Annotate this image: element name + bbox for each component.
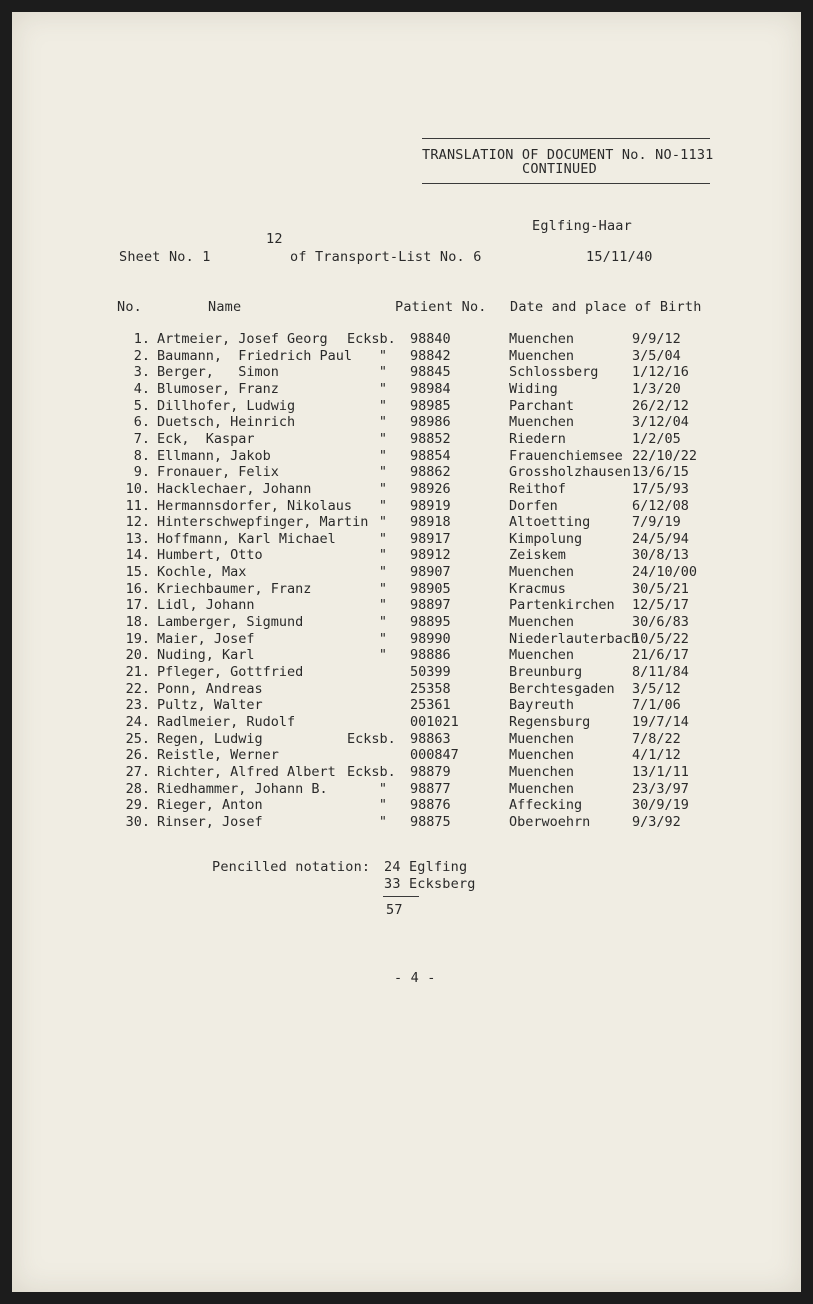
birth-date: 4/1/12 (632, 747, 681, 764)
patient-name: Humbert, Otto (157, 547, 263, 564)
table-row (12, 498, 801, 515)
ditto-mark: " (378, 480, 387, 497)
patient-number: 98863 (410, 730, 451, 747)
ditto-mark: Ecksb. (347, 331, 396, 347)
patient-name: Kriechbaumer, Franz (157, 580, 312, 597)
birth-date: 24/10/00 (632, 564, 698, 581)
row-number: 26. (125, 747, 150, 764)
table-row (12, 448, 801, 465)
table-row (12, 431, 801, 448)
ditto-mark: " (378, 347, 387, 364)
patient-number: 98919 (410, 497, 451, 514)
birth-date: 1/3/20 (632, 380, 681, 397)
ditto-mark: " (378, 547, 387, 564)
patient-name: Baumann, Friedrich Paul (157, 347, 353, 364)
handwritten-number: 12 (266, 231, 283, 247)
sheet-date: 15/11/40 (586, 249, 653, 265)
birth-place: Muenchen (509, 614, 575, 631)
patient-name: Dillhofer, Ludwig (157, 397, 296, 414)
ditto-mark: " (378, 397, 387, 414)
birth-date: 10/5/22 (632, 630, 689, 647)
table-row (12, 414, 801, 431)
table-row (12, 481, 801, 498)
transport-list: of Transport-List No. 6 (290, 249, 482, 265)
notation-line-1: 24 Eglfing (384, 859, 468, 875)
table-row (12, 564, 801, 581)
ditto-mark: " (378, 414, 387, 431)
table-row (12, 764, 801, 781)
patient-number: 98907 (410, 564, 451, 581)
birth-place: Parchant (509, 397, 575, 414)
birth-date: 30/9/19 (632, 797, 689, 814)
table-row (12, 814, 801, 831)
birth-date: 17/5/93 (632, 480, 689, 497)
birth-date: 30/8/13 (632, 547, 689, 564)
row-number: 9. (133, 464, 150, 481)
row-number: 13. (125, 530, 150, 547)
row-number: 1. (133, 331, 150, 347)
birth-date: 30/5/21 (632, 580, 689, 597)
patient-name: Pultz, Walter (157, 697, 263, 714)
patient-name: Regen, Ludwig (157, 730, 263, 747)
birth-place: Muenchen (509, 647, 575, 664)
row-number: 16. (125, 580, 150, 597)
table-row (12, 781, 801, 798)
birth-date: 12/5/17 (632, 597, 689, 614)
ditto-mark: " (378, 564, 387, 581)
patient-name: Pfleger, Gottfried (157, 664, 304, 680)
birth-date: 13/1/11 (632, 763, 689, 780)
patient-number: 98917 (410, 530, 451, 547)
patient-name: Lidl, Johann (157, 597, 255, 614)
patient-name: Hinterschwepfinger, Martin (157, 514, 369, 531)
patient-number: 98984 (410, 380, 451, 397)
birth-date: 13/6/15 (632, 464, 689, 481)
patient-name: Hacklechaer, Johann (157, 480, 312, 497)
ditto-mark: " (378, 614, 387, 631)
patient-name: Reistle, Werner (157, 747, 279, 764)
ditto-mark: " (378, 797, 387, 814)
birth-date: 7/8/22 (632, 730, 681, 747)
table-row (12, 331, 801, 348)
row-number: 6. (133, 414, 150, 431)
ditto-mark: " (378, 497, 387, 514)
patient-name: Ellmann, Jakob (157, 447, 271, 464)
patient-number: 98926 (410, 480, 451, 497)
table-row (12, 364, 801, 381)
birth-place: Niederlauterbach (509, 630, 640, 647)
document-subtitle: CONTINUED (522, 161, 597, 177)
patient-number: 001021 (410, 713, 459, 730)
patient-name: Kochle, Max (157, 564, 247, 581)
ditto-mark: " (378, 813, 387, 830)
table-row (12, 597, 801, 614)
birth-date: 30/6/83 (632, 614, 689, 631)
row-number: 23. (125, 697, 150, 714)
birth-place: Muenchen (509, 347, 575, 364)
ditto-mark: Ecksb. (347, 730, 396, 747)
row-number: 28. (125, 780, 150, 797)
patient-name: Duetsch, Heinrich (157, 414, 296, 431)
patient-number: 50399 (410, 664, 451, 680)
patient-number: 000847 (410, 747, 459, 764)
birth-date: 3/5/04 (632, 347, 681, 364)
patient-name: Rinser, Josef (157, 813, 263, 830)
patient-number: 98886 (410, 647, 451, 664)
birth-date: 24/5/94 (632, 530, 689, 547)
ditto-mark: Ecksb. (347, 763, 396, 780)
ditto-mark: " (378, 447, 387, 464)
birth-date: 26/2/12 (632, 397, 689, 414)
row-number: 12. (125, 514, 150, 531)
patient-number: 98852 (410, 430, 451, 447)
birth-place: Regensburg (509, 713, 591, 730)
table-row (12, 531, 801, 548)
table-row (12, 398, 801, 415)
birth-date: 9/9/12 (632, 331, 681, 347)
patient-number: 98990 (410, 630, 451, 647)
patient-name: Richter, Alfred Albert (157, 763, 336, 780)
patient-number: 98897 (410, 597, 451, 614)
birth-place: Partenkirchen (509, 597, 615, 614)
birth-date: 22/10/22 (632, 447, 698, 464)
patient-name: Radlmeier, Rudolf (157, 713, 296, 730)
patient-number: 98905 (410, 580, 451, 597)
row-number: 22. (125, 680, 150, 697)
birth-place: Kracmus (509, 580, 566, 597)
row-number: 3. (133, 364, 150, 381)
birth-place: Altoetting (509, 514, 591, 531)
table-row (12, 731, 801, 748)
row-number: 5. (133, 397, 150, 414)
document-title: TRANSLATION OF DOCUMENT No. NO-1131 (422, 147, 714, 163)
patient-name: Lamberger, Sigmund (157, 614, 304, 631)
ditto-mark: " (378, 530, 387, 547)
birth-place: Breunburg (509, 664, 583, 680)
birth-place: Muenchen (509, 414, 575, 431)
table-row (12, 464, 801, 481)
birth-date: 6/12/08 (632, 497, 689, 514)
row-number: 2. (133, 347, 150, 364)
patient-number: 25358 (410, 680, 451, 697)
column-header-no: No. (117, 299, 142, 315)
row-number: 25. (125, 730, 150, 747)
birth-place: Muenchen (509, 331, 575, 347)
notation-line-2: 33 Ecksberg (384, 876, 476, 892)
birth-place: Bayreuth (509, 697, 575, 714)
table-row (12, 664, 801, 681)
patient-number: 98854 (410, 447, 451, 464)
row-number: 21. (125, 664, 150, 680)
table-row (12, 614, 801, 631)
table-row (12, 348, 801, 365)
birth-place: Zeiskem (509, 547, 566, 564)
table-row (12, 714, 801, 731)
birth-date: 21/6/17 (632, 647, 689, 664)
page-number: - 4 - (394, 970, 436, 986)
patient-number: 98877 (410, 780, 451, 797)
column-header-birth: Date and place of Birth (510, 299, 702, 315)
birth-place: Muenchen (509, 780, 575, 797)
birth-date: 3/12/04 (632, 414, 689, 431)
row-number: 30. (125, 813, 150, 830)
notation-label: Pencilled notation: (212, 859, 371, 875)
column-header-name: Name (208, 299, 242, 315)
header-bottom-rule (422, 183, 710, 184)
ditto-mark: " (378, 597, 387, 614)
birth-place: Muenchen (509, 763, 575, 780)
row-number: 10. (125, 480, 150, 497)
ditto-mark: " (378, 780, 387, 797)
patient-name: Hermannsdorfer, Nikolaus (157, 497, 353, 514)
row-number: 19. (125, 630, 150, 647)
patient-number: 98875 (410, 813, 451, 830)
table-row (12, 381, 801, 398)
patient-name: Berger, Simon (157, 364, 279, 381)
row-number: 4. (133, 380, 150, 397)
table-row (12, 631, 801, 648)
table-row (12, 697, 801, 714)
birth-place: Muenchen (509, 564, 575, 581)
birth-place: Oberwoehrn (509, 813, 591, 830)
patient-name: Maier, Josef (157, 630, 255, 647)
birth-date: 7/1/06 (632, 697, 681, 714)
sheet-label: Sheet No. 1 (119, 249, 211, 265)
patient-number: 98840 (410, 331, 451, 347)
table-row (12, 797, 801, 814)
document-page (12, 12, 801, 1292)
birth-date: 1/2/05 (632, 430, 681, 447)
row-number: 15. (125, 564, 150, 581)
row-number: 14. (125, 547, 150, 564)
birth-place: Grossholzhausen (509, 464, 631, 481)
ditto-mark: " (378, 364, 387, 381)
notation-sum-rule (383, 896, 419, 897)
row-number: 29. (125, 797, 150, 814)
birth-place: Schlossberg (509, 364, 599, 381)
birth-place: Muenchen (509, 730, 575, 747)
birth-place: Kimpolung (509, 530, 583, 547)
patient-name: Nuding, Karl (157, 647, 255, 664)
ditto-mark: " (378, 647, 387, 664)
column-header-patient: Patient No. (395, 299, 487, 315)
patient-number: 98912 (410, 547, 451, 564)
row-number: 11. (125, 497, 150, 514)
row-number: 27. (125, 763, 150, 780)
row-number: 18. (125, 614, 150, 631)
birth-place: Frauenchiemsee (509, 447, 623, 464)
patient-name: Hoffmann, Karl Michael (157, 530, 336, 547)
birth-date: 1/12/16 (632, 364, 689, 381)
birth-date: 8/11/84 (632, 664, 689, 680)
ditto-mark: " (378, 380, 387, 397)
row-number: 8. (133, 447, 150, 464)
ditto-mark: " (378, 514, 387, 531)
patient-name: Ponn, Andreas (157, 680, 263, 697)
table-row (12, 681, 801, 698)
patient-number: 98879 (410, 763, 451, 780)
row-number: 7. (133, 430, 150, 447)
header-top-rule (422, 138, 710, 139)
patient-name: Rieger, Anton (157, 797, 263, 814)
table-row (12, 514, 801, 531)
patient-number: 98845 (410, 364, 451, 381)
patient-name: Riedhammer, Johann B. (157, 780, 328, 797)
patient-number: 25361 (410, 697, 451, 714)
row-number: 17. (125, 597, 150, 614)
notation-total: 57 (386, 902, 403, 918)
birth-place: Affecking (509, 797, 583, 814)
birth-date: 23/3/97 (632, 780, 689, 797)
table-row (12, 747, 801, 764)
location: Eglfing-Haar (532, 218, 632, 234)
patient-name: Fronauer, Felix (157, 464, 279, 481)
table-row (12, 647, 801, 664)
birth-place: Reithof (509, 480, 566, 497)
ditto-mark: " (378, 430, 387, 447)
patient-number: 98862 (410, 464, 451, 481)
birth-place: Riedern (509, 430, 566, 447)
patient-name: Artmeier, Josef Georg (157, 331, 328, 347)
patient-number: 98842 (410, 347, 451, 364)
birth-date: 9/3/92 (632, 813, 681, 830)
row-number: 24. (125, 713, 150, 730)
patient-number: 98985 (410, 397, 451, 414)
birth-place: Widing (509, 380, 558, 397)
patient-name: Eck, Kaspar (157, 430, 255, 447)
ditto-mark: " (378, 630, 387, 647)
birth-place: Muenchen (509, 747, 575, 764)
row-number: 20. (125, 647, 150, 664)
patient-number: 98876 (410, 797, 451, 814)
birth-place: Berchtesgaden (509, 680, 615, 697)
birth-date: 7/9/19 (632, 514, 681, 531)
table-row (12, 581, 801, 598)
patient-number: 98895 (410, 614, 451, 631)
ditto-mark: " (378, 580, 387, 597)
birth-date: 3/5/12 (632, 680, 681, 697)
ditto-mark: " (378, 464, 387, 481)
birth-place: Dorfen (509, 497, 558, 514)
patient-number: 98986 (410, 414, 451, 431)
birth-date: 19/7/14 (632, 713, 689, 730)
table-row (12, 547, 801, 564)
patient-number: 98918 (410, 514, 451, 531)
patient-name: Blumoser, Franz (157, 380, 279, 397)
